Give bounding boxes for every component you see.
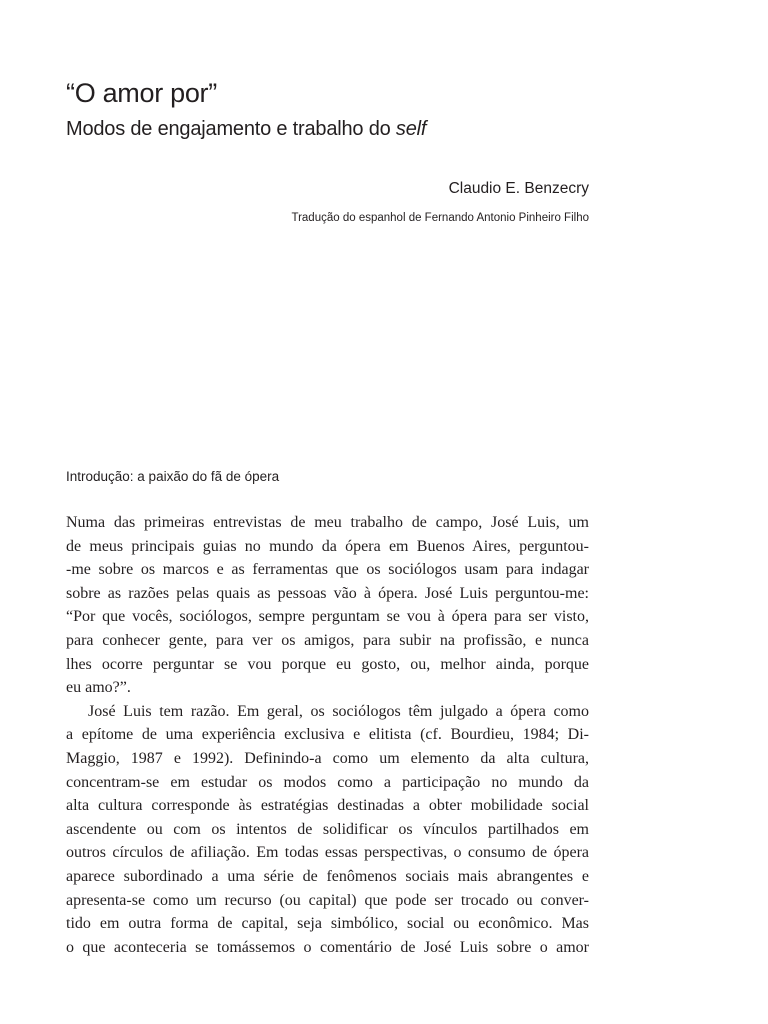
text-line: outros círculos de afiliação. Em todas essas perspectivas, o consumo de ópera — [66, 844, 589, 862]
text-line: lhes ocorre perguntar se vou porque eu gosto, ou, melhor ainda, porque — [66, 655, 589, 673]
text-line: eu amo?”. — [66, 679, 131, 697]
text-line: o que aconteceria se tomássemos o comentário de José Luis sobre o amor — [66, 938, 589, 956]
text-line: Maggio, 1987 e 1992). Definindo-a como um elemento da alta cultura, — [66, 749, 589, 767]
section-heading: Introdução: a paixão do fã de ópera — [66, 469, 280, 484]
article-title: “O amor por” — [66, 78, 217, 108]
text-line: de meus principais guias no mundo da ópera em Buenos Aires, perguntou- — [66, 537, 589, 555]
document-page — [66, 0, 589, 1024]
text-line: concentram-se em estudar os modos como a participação no mundo da — [66, 773, 589, 791]
text-line: ascendente ou com os intentos de solidificar os vínculos partilhados em — [66, 820, 589, 838]
text-line: para conhecer gente, para ver os amigos, para subir na profissão, e nunca — [66, 631, 589, 649]
text-line: aparece subordinado a uma série de fenômenos sociais mais abrangentes e — [66, 867, 589, 885]
text-line: -me sobre os marcos e as ferramentas que os sociólogos usam para indagar — [66, 561, 589, 579]
text-line: tido em outra forma de capital, seja simbólico, social ou econômico. Mas — [66, 915, 589, 933]
author-name: Claudio E. Benzecry — [448, 180, 589, 197]
text-line: alta cultura corresponde às estratégias destinadas a obter mobilidade social — [66, 797, 589, 815]
translator-credit: Tradução do espanhol de Fernando Antonio Pinheiro Filho — [291, 212, 589, 224]
subtitle-main: Modos de engajamento e trabalho do — [66, 118, 396, 140]
text-line: apresenta-se como um recurso (ou capital) que pode ser trocado ou conver- — [66, 891, 589, 909]
paragraph-1 — [66, 511, 589, 700]
text-line: a epítome de uma experiência exclusiva e elitista (cf. Bourdieu, 1984; Di- — [66, 726, 589, 744]
paragraph-2 — [66, 700, 589, 960]
text-line: Numa das primeiras entrevistas de meu trabalho de campo, José Luis, um — [66, 514, 589, 531]
text-line: sobre as razões pelas quais as pessoas vão à ópera. José Luis perguntou-me: — [66, 584, 589, 602]
text-line: “Por que vocês, sociólogos, sempre perguntam se vou à ópera para ser visto, — [66, 608, 589, 626]
body-text — [66, 511, 589, 959]
text-line: José Luis tem razão. Em geral, os sociólogos têm julgado a ópera como — [88, 702, 589, 720]
article-subtitle — [66, 116, 426, 142]
subtitle-italic: self — [395, 118, 427, 140]
